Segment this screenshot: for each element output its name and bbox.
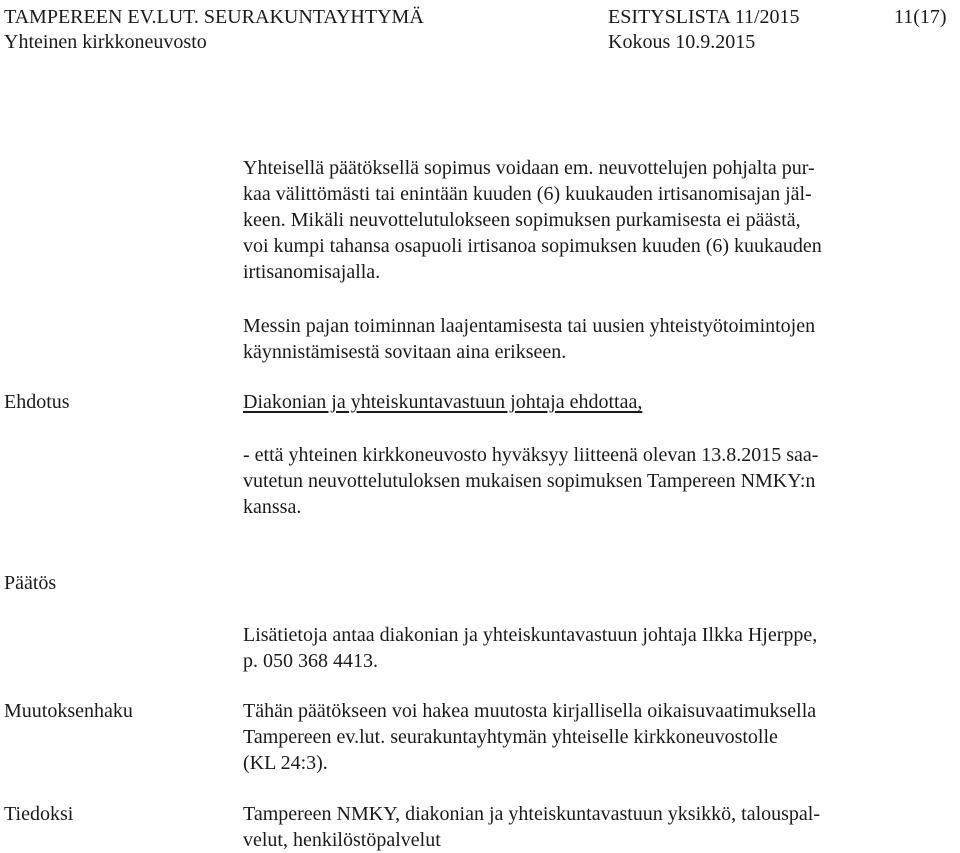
text-line: Tampereen NMKY, diakonian ja yhteiskuntavastuun yksikkö, talouspal-: [243, 803, 821, 825]
text-line: irtisanomisajalla.: [243, 261, 381, 283]
text-line: Tampereen ev.lut. seurakuntayhtymän yhteiselle kirkkoneuvostolle: [243, 726, 778, 748]
text-line: vutetun neuvottelutuloksen mukaisen sopimuksen Tampereen NMKY:n: [243, 470, 816, 492]
header-org: TAMPEREEN EV.LUT. SEURAKUNTAYHTYMÄ: [4, 6, 424, 28]
header-list-number: ESITYSLISTA 11/2015: [608, 6, 800, 28]
text-line: käynnistämisestä sovitaan aina erikseen.: [243, 341, 567, 363]
header-page-number: 11(17): [894, 6, 947, 28]
paragraph-messi-workshop: [243, 313, 815, 365]
text-line: Messin pajan toiminnan laajentamisesta tai uusien yhteistyötoimintojen: [243, 315, 816, 337]
text-line: Tähän päätökseen voi hakea muutosta kirjallisella oikaisuvaatimuksella: [243, 700, 817, 722]
section-label-ehdotus: Ehdotus: [4, 391, 70, 413]
text-line: kanssa.: [243, 496, 302, 518]
distribution-text: [243, 801, 820, 853]
section-label-paatos: Päätös: [4, 572, 57, 594]
text-line: kaa välittömästi tai enintään kuuden (6) kuukauden irtisanomisajan jäl-: [243, 183, 812, 205]
additional-info: [243, 622, 817, 674]
proposal-text: [243, 442, 818, 520]
appeal-text: [243, 698, 816, 776]
header-body: Yhteinen kirkkoneuvosto: [4, 31, 207, 53]
text-line: voi kumpi tahansa osapuoli irtisanoa sopimuksen kuuden (6) kuukauden: [243, 235, 822, 257]
proposal-heading: Diakonian ja yhteiskuntavastuun johtaja ehdottaa,: [243, 391, 643, 413]
section-label-muutoksenhaku: Muutoksenhaku: [4, 700, 133, 722]
text-line: - että yhteinen kirkkoneuvosto hyväksyy liitteenä olevan 13.8.2015 saa-: [243, 444, 819, 466]
text-line: Yhteisellä päätöksellä sopimus voidaan em. neuvottelujen pohjalta pur-: [243, 157, 815, 179]
section-label-tiedoksi: Tiedoksi: [4, 803, 74, 825]
header-meeting-date: Kokous 10.9.2015: [608, 31, 756, 53]
text-line: (KL 24:3).: [243, 752, 328, 774]
text-line: velut, henkilöstöpalvelut: [243, 829, 441, 851]
text-line: p. 050 368 4413.: [243, 650, 378, 672]
text-line: Lisätietoja antaa diakonian ja yhteiskuntavastuun johtaja Ilkka Hjerppe,: [243, 624, 818, 646]
paragraph-termination: [243, 155, 822, 285]
text-line: keen. Mikäli neuvottelutulokseen sopimuksen purkamisesta ei päästä,: [243, 209, 801, 231]
